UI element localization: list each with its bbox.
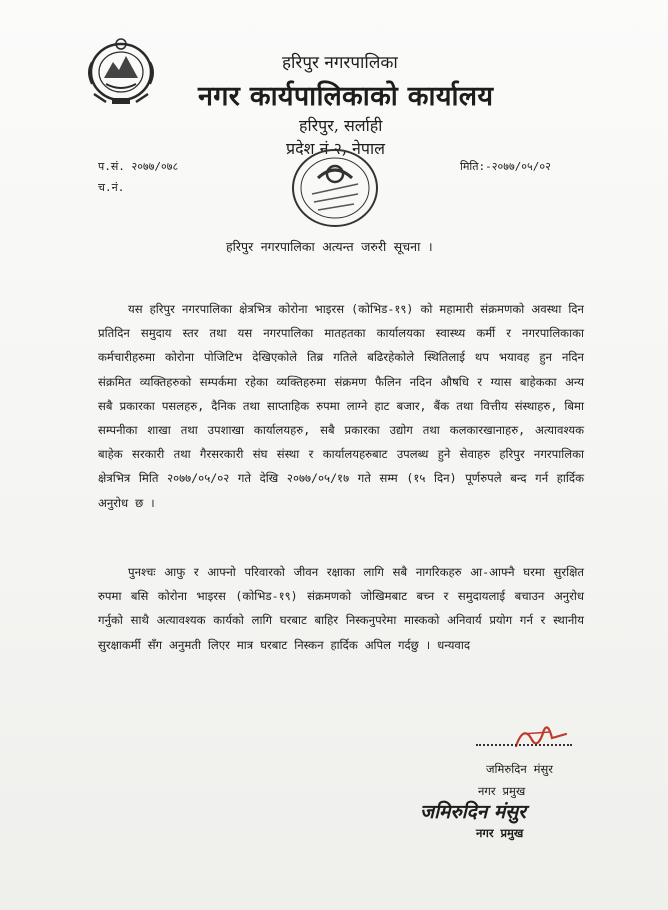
notice-paragraph-2: पुनश्चः आफु र आफ्नो परिवारको जीवन रक्षाका लागि सबै नागरिकहरु आ-आफ्नै घरमा सुरक्षित रुपमा बसि कोरोना भाइरस (कोभिड-१९) संक्रमणको जोखिमबाट बच्न र समुदायलाई बचाउन अनुरोध गर्नुको साथै अत्यावश्यक कार्यको लागि घरबाट बाहिर निस्कनुपरेमा मास्कको अनिवार्य प्रयोग गर्न र स्थानीय सुरक्षाकर्मी सँग अनुमती लिएर मात्र घरबाट निस्कन हार्दिक अपिल गर्दछु । धन्यवाद <box>98 565 584 652</box>
office-title: नगर कार्यपालिकाको कार्यालय <box>198 81 494 112</box>
name-stamp: जमिरुदिन मंसुर <box>420 801 526 823</box>
signer-title: नगर प्रमुख <box>478 784 526 798</box>
signature-icon <box>506 716 576 758</box>
signer-name: जमिरुदिन मंसुर <box>486 762 554 776</box>
letter-date: मिति:-२०७७/०५/०२ <box>460 160 551 173</box>
title-stamp: नगर प्रमुख <box>476 826 524 840</box>
province-line: प्रदेश नं २, नेपाल <box>286 139 385 158</box>
office-address: हरिपुर, सर्लाही <box>299 116 383 135</box>
municipality-name: हरिपुर नगरपालिका <box>282 53 398 73</box>
dispatch-number: च.नं. <box>98 181 125 194</box>
office-seal-stamp <box>288 144 383 232</box>
reference-number: प.सं. २०७७/०७८ <box>98 160 179 173</box>
government-emblem-icon <box>82 32 160 112</box>
notice-subject: हरिपुर नगरपालिका अत्यन्त जरुरी सूचना । <box>226 239 433 254</box>
notice-paragraph-1: यस हरिपुर नगरपालिका क्षेत्रभित्र कोरोना भाइरस (कोभिड-१९) को महामारी संक्रमणको अवस्था दिन प्रतिदिन समुदाय स्तर तथा यस नगरपालिका मातहतका कार्यालयका स्वास्थ्य कर्मी र नगरपालिकाका कर्मचारीहरुमा कोरोना पोजिटिभ देखिएकोले तिब्र गतिले बढिरहेकोले स्थितिलाई थप भयावह हुन नदिन संक्रमित व्यक्तिहरुको सम्पर्कमा रहेका व्यक्तिहरुमा संक्रमण फैलिन नदिन औषधि र ग्यास बाहेकका अन्य सबै प्रकारका पसलहरु, दैनिक तथा साप्ताहिक रुपमा लाग्ने हाट बजार, बैंक तथा वित्तीय संस्थाहरु, बिमा सम्पनीका शाखा तथा उपशाखा कार्यालयहरु, सबै प्रकारका उद्योग तथा कलकारखानाहरु, अत्यावश्यक बाहेक सरकारी तथा गैरसरकारी संघ संस्था र कार्यालयहरुबाट उपलब्ध हुने सेवाहरु हरिपुर नगरपालिका क्षेत्रभित्र मिति २०७७/०५/०२ गते देखि २०७७/०५/१७ गते सम्म (१५ दिन) पूर्णरुपले बन्द गर्न हार्दिक अनुरोध छ । <box>98 302 584 510</box>
signature-line <box>476 744 572 748</box>
